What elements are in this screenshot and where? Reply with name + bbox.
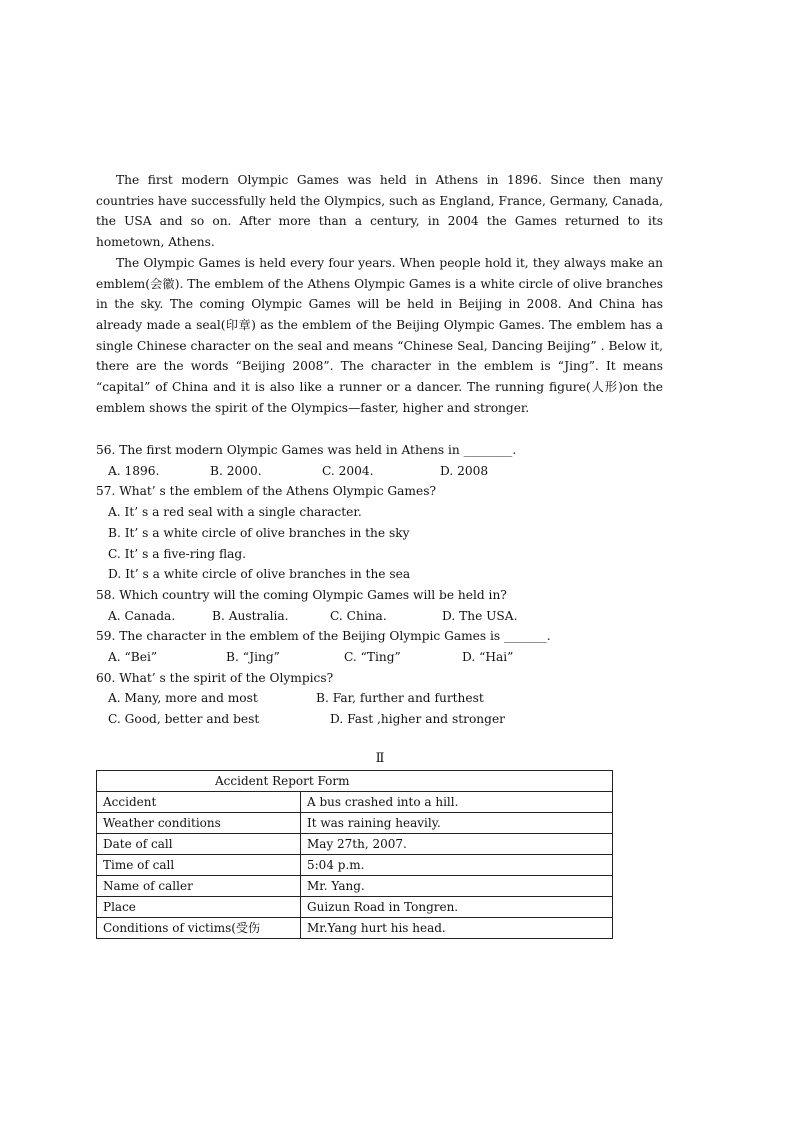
table-row: [97, 918, 613, 939]
question-60-option-c: C. Good, better and best: [108, 712, 260, 727]
row-label: Place: [97, 897, 301, 918]
row-label: Name of caller: [97, 876, 301, 897]
question-56-option-a: A. 1896.: [108, 463, 160, 478]
row-value: May 27th, 2007.: [301, 834, 613, 855]
section-heading: Ⅱ: [375, 751, 385, 766]
passage-paragraph-1-text: The first modern Olympic Games was held in Athens in 1896. Since then many countries have successfully held the Olympics, such as England, France, Germany, Canada, the USA and so on. After more than a century, in 2004 the Games returned to its hometown, Athens.: [96, 173, 663, 250]
row-label: Conditions of victims(受伤: [97, 918, 301, 939]
question-58: 58. Which country will the coming Olympic Games will be held in?: [96, 587, 507, 602]
question-59-option-c: C. “Ting”: [344, 650, 401, 665]
question-58-option-a: A. Canada.: [108, 608, 176, 623]
question-58-option-d: D. The USA.: [442, 608, 518, 623]
question-57-option-c: C. It’ s a five-ring flag.: [108, 546, 247, 561]
question-59-options: [96, 647, 663, 668]
table-row: [97, 792, 613, 813]
row-value: Guizun Road in Tongren.: [301, 897, 613, 918]
row-label: Time of call: [97, 855, 301, 876]
question-59-option-d: D. “Hai”: [462, 650, 514, 665]
row-value: Mr.Yang hurt his head.: [301, 918, 613, 939]
question-59-option-a: A. “Bei”: [108, 650, 158, 665]
question-56-option-b: B. 2000.: [210, 463, 262, 478]
question-60-options-row-1: [96, 688, 663, 709]
table-row: [97, 897, 613, 918]
table-row: [97, 834, 613, 855]
question-57-option-a: A. It’ s a red seal with a single character.: [108, 505, 362, 520]
table-title: Accident Report Form: [97, 771, 613, 792]
row-value: Mr. Yang.: [301, 876, 613, 897]
table-row: [97, 813, 613, 834]
row-value: 5:04 p.m.: [301, 855, 613, 876]
question-60-options-row-2: [96, 709, 663, 730]
question-58-options: [96, 606, 663, 627]
question-57-option-d: D. It’ s a white circle of olive branches in the sea: [108, 567, 411, 582]
question-60: 60. What’ s the spirit of the Olympics?: [96, 670, 334, 685]
passage-paragraph-2-text: The Olympic Games is held every four years. When people hold it, they always make an emblem(会徽). The emblem of the Athens Olympic Games is a white circle of olive branches in the sky. The coming Olympic Games will be held in Beijing in 2008. And China has already made a seal(印章) as the emblem of the Beijing Olympic Games. The emblem has a single Chinese character on the seal and means “Chinese Seal, Dancing Beijing” . Below it, there are the words “Beijing 2008”. The character in the emblem is “Jing”. It means “capital” of China and it is also like a runner or a dancer. The running figure(人形)on the emblem shows the spirit of the Olympics—faster, higher and stronger.: [96, 255, 663, 415]
question-60-option-b: B. Far, further and furthest: [316, 691, 484, 706]
table-title-row: [97, 771, 613, 792]
question-56: 56. The first modern Olympic Games was held in Athens in ________.: [96, 443, 517, 457]
question-56-options: [96, 461, 663, 482]
question-list: [96, 440, 663, 730]
question-58-option-c: C. China.: [330, 608, 387, 623]
row-value: A bus crashed into a hill.: [301, 792, 613, 813]
question-57-option-b: B. It’ s a white circle of olive branches in the sky: [108, 525, 410, 540]
question-58-option-b: B. Australia.: [212, 608, 289, 623]
reading-passage: [96, 170, 663, 418]
table-row: [97, 855, 613, 876]
question-57: 57. What’ s the emblem of the Athens Olympic Games?: [96, 484, 436, 499]
table-row: [97, 876, 613, 897]
question-59-option-b: B. “Jing”: [226, 650, 280, 665]
row-label: Date of call: [97, 834, 301, 855]
question-56-option-d: D. 2008: [440, 463, 489, 478]
question-56-option-c: C. 2004.: [322, 463, 374, 478]
question-59: 59. The character in the emblem of the Beijing Olympic Games is _______.: [96, 629, 551, 644]
question-60-option-a: A. Many, more and most: [108, 691, 258, 706]
row-label: Accident: [97, 792, 301, 813]
row-value: It was raining heavily.: [301, 813, 613, 834]
row-label: Weather conditions: [97, 813, 301, 834]
accident-report-table: [96, 770, 613, 939]
passage-paragraph-1: [96, 170, 663, 253]
question-60-option-d: D. Fast ,higher and stronger: [330, 712, 505, 727]
passage-paragraph-2: [96, 253, 663, 419]
